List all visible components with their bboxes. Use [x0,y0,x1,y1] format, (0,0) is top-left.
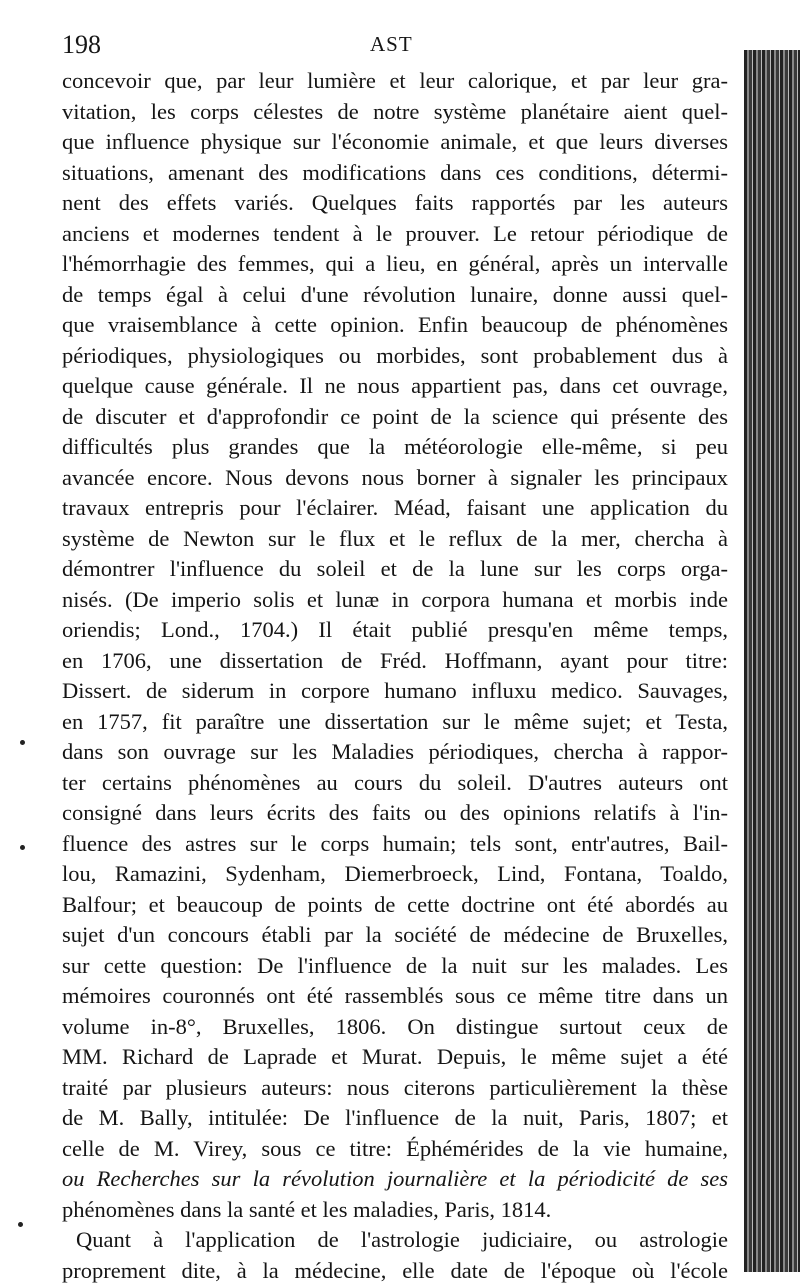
text-line: situations, amenant des modifications dans ces conditions, détermi- [62,158,728,189]
text-line: de discuter et d'approfondir ce point de la science qui présente des [62,402,728,433]
text-line: volume in-8°, Bruxelles, 1806. On distingue surtout ceux de [62,1012,728,1043]
text-line: quelque cause générale. Il ne nous appartient pas, dans cet ouvrage, [62,371,728,402]
text-line: anciens et modernes tendent à le prouver. Le retour périodique de [62,219,728,250]
text-line: ter certains phénomènes au cours du soleil. D'autres auteurs ont [62,768,728,799]
page-binding-edge [744,50,800,1272]
page-number: 198 [62,30,101,60]
text-line: de temps égal à celui d'une révolution lunaire, donne aussi quel- [62,280,728,311]
text-line: proprement dite, à la médecine, elle date de l'époque où l'école [62,1256,728,1286]
body-text [62,66,728,1286]
text-line: lou, Ramazini, Sydenham, Diemerbroeck, Lind, Fontana, Toaldo, [62,859,728,890]
text-line: Dissert. de siderum in corpore humano influxu medico. Sauvages, [62,676,728,707]
text-line: de M. Bally, intitulée: De l'influence de la nuit, Paris, 1807; et [62,1103,728,1134]
text-line: travaux entrepris pour l'éclairer. Méad, faisant une application du [62,493,728,524]
margin-dot [18,1222,23,1227]
text-line: oriendis; Lond., 1704.) Il était publié presqu'en même temps, [62,615,728,646]
text-line: système de Newton sur le flux et le reflux de la mer, chercha à [62,524,728,555]
text-line: consigné dans leurs écrits des faits ou des opinions relatifs à l'in- [62,798,728,829]
text-line: celle de M. Virey, sous ce titre: Éphémérides de la vie humaine, [62,1134,728,1165]
text-line: vitation, les corps célestes de notre système planétaire aient quel- [62,97,728,128]
text-line: en 1757, fit paraître une dissertation sur le même sujet; et Testa, [62,707,728,738]
text-line: en 1706, une dissertation de Fréd. Hoffmann, ayant pour titre: [62,646,728,677]
text-line: fluence des astres sur le corps humain; tels sont, entr'autres, Bail- [62,829,728,860]
text-line: sur cette question: De l'influence de la nuit sur les malades. Les [62,951,728,982]
text-line: sujet d'un concours établi par la société de médecine de Bruxelles, [62,920,728,951]
text-line: Balfour; et beaucoup de points de cette doctrine ont été abordés au [62,890,728,921]
text-line: concevoir que, par leur lumière et leur calorique, et par leur gra- [62,66,728,97]
text-line: l'hémorrhagie des femmes, qui a lieu, en général, après un intervalle [62,249,728,280]
page-header [62,30,724,64]
text-line: que vraisemblance à cette opinion. Enfin beaucoup de phénomènes [62,310,728,341]
margin-dot [20,845,25,850]
text-line: Quant à l'application de l'astrologie judiciaire, ou astrologie [62,1225,728,1256]
text-line: phénomènes dans la santé et les maladies, Paris, 1814. [62,1195,728,1226]
text-line: démontrer l'influence du soleil et de la lune sur les corps orga- [62,554,728,585]
text-line: traité par plusieurs auteurs: nous citerons particulièrement la thèse [62,1073,728,1104]
text-line: nent des effets variés. Quelques faits rapportés par les auteurs [62,188,728,219]
margin-dot [20,740,25,745]
text-line: avancée encore. Nous devons nous borner à signaler les principaux [62,463,728,494]
text-line: périodiques, physiologiques ou morbides, sont probablement dus à [62,341,728,372]
text-line: que influence physique sur l'économie animale, et que leurs diverses [62,127,728,158]
text-line: difficultés plus grandes que la météorologie elle-même, si peu [62,432,728,463]
text-line: MM. Richard de Laprade et Murat. Depuis, le même sujet a été [62,1042,728,1073]
text-line: ou Recherches sur la révolution journalière et la périodicité de ses [62,1164,728,1195]
running-head: AST [370,32,413,57]
text-line: nisés. (De imperio solis et lunæ in corpora humana et morbis inde [62,585,728,616]
text-line: dans son ouvrage sur les Maladies périodiques, chercha à rappor- [62,737,728,768]
text-line: mémoires couronnés ont été rassemblés sous ce même titre dans un [62,981,728,1012]
